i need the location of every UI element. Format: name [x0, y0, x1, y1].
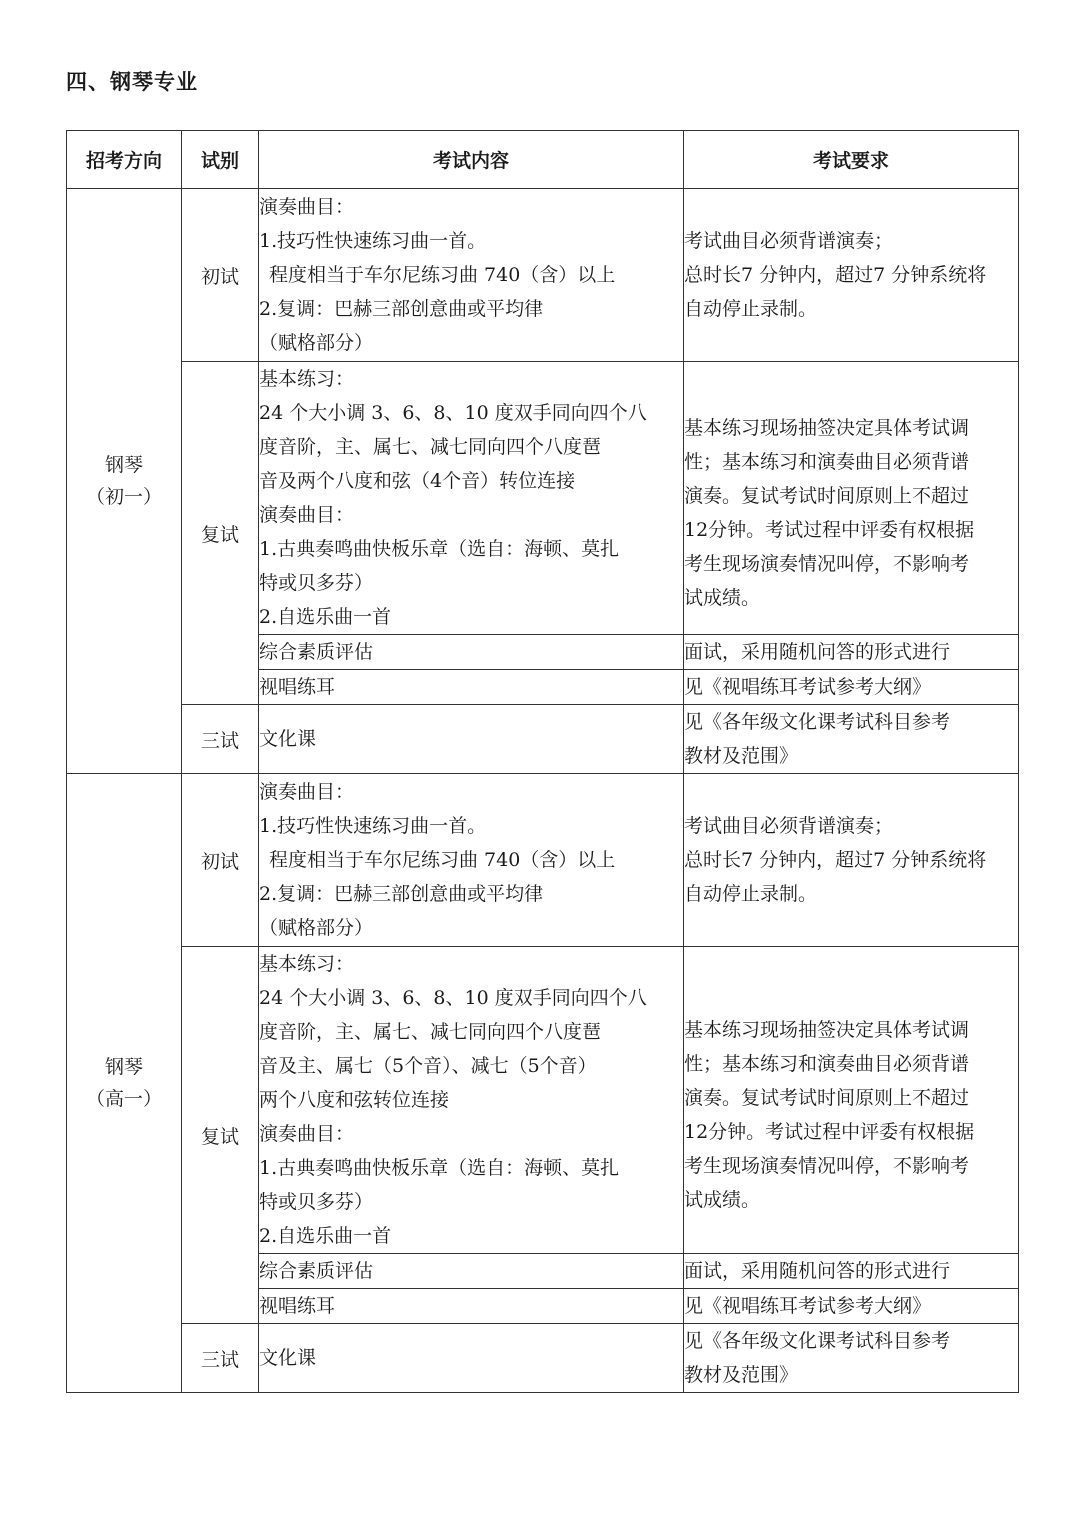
table-row [67, 362, 1019, 635]
table-header-row [67, 131, 1019, 189]
direction-grade: （高一） [85, 1088, 162, 1110]
requirement-cell: 见《视唱练耳考试参考大纲》 [684, 1289, 1019, 1324]
content-cell: 视唱练耳 [259, 670, 684, 705]
content-cell: 视唱练耳 [259, 1289, 684, 1324]
requirement-cell: 见《各年级文化课考试科目参考 教材及范围》 [684, 1324, 1019, 1393]
direction-cell [67, 774, 182, 1393]
requirement-cell: 考试曲目必须背谱演奏； 总时长7 分钟内，超过7 分钟系统将 自动停止录制。 [684, 774, 1019, 947]
stage-cell: 初试 [182, 189, 259, 362]
direction-grade: （初一） [85, 486, 162, 508]
table-row [67, 947, 1019, 1254]
stage-cell: 复试 [182, 362, 259, 705]
stage-cell: 初试 [182, 774, 259, 947]
content-cell: 综合素质评估 [259, 1254, 684, 1289]
direction-name: 钢琴 [104, 1056, 143, 1078]
content-cell: 文化课 [259, 705, 684, 774]
table-row [67, 189, 1019, 362]
stage-cell: 三试 [182, 1324, 259, 1393]
requirement-cell: 面试，采用随机问答的形式进行 [684, 1254, 1019, 1289]
table-row [67, 705, 1019, 774]
table-row [67, 774, 1019, 947]
content-cell: 演奏曲目： 1.技巧性快速练习曲一首。 程度相当于车尔尼练习曲 740（含）以上 2.复调：巴赫三部创意曲或平均律 （赋格部分） [259, 774, 684, 947]
requirement-cell: 基本练习现场抽签决定具体考试调 性；基本练习和演奏曲目必须背谱 演奏。复试考试时间原则上不超过 12分钟。考试过程中评委有权根据 考生现场演奏情况叫停，不影响考 试成绩。 [684, 947, 1019, 1254]
exam-requirements-table [66, 130, 1019, 1393]
content-cell: 基本练习： 24 个大小调 3、6、8、10 度双手同向四个八 度音阶，主、属七、减七同向四个八度琶 音及两个八度和弦（4个音）转位连接 演奏曲目： 1.古典奏鸣曲快板乐章（选自：海顿、莫扎 特或贝多芬） 2.自选乐曲一首 [259, 362, 684, 635]
direction-name: 钢琴 [104, 454, 143, 476]
direction-cell [67, 189, 182, 774]
content-cell: 基本练习： 24 个大小调 3、6、8、10 度双手同向四个八 度音阶，主、属七、减七同向四个八度琶 音及主、属七（5个音）、减七（5个音） 两个八度和弦转位连接 演奏曲目： 1.古典奏鸣曲快板乐章（选自：海顿、莫扎 特或贝多芬） 2.自选乐曲一首 [259, 947, 684, 1254]
requirement-cell: 见《各年级文化课考试科目参考 教材及范围》 [684, 705, 1019, 774]
header-stage: 试别 [182, 131, 259, 189]
header-direction: 招考方向 [67, 131, 182, 189]
requirement-cell: 基本练习现场抽签决定具体考试调 性；基本练习和演奏曲目必须背谱 演奏。复试考试时间原则上不超过 12分钟。考试过程中评委有权根据 考生现场演奏情况叫停，不影响考 试成绩。 [684, 362, 1019, 635]
content-cell: 文化课 [259, 1324, 684, 1393]
section-heading: 四、钢琴专业 [66, 70, 198, 94]
requirement-cell: 考试曲目必须背谱演奏； 总时长7 分钟内，超过7 分钟系统将 自动停止录制。 [684, 189, 1019, 362]
header-content: 考试内容 [259, 131, 684, 189]
stage-cell: 三试 [182, 705, 259, 774]
requirement-cell: 见《视唱练耳考试参考大纲》 [684, 670, 1019, 705]
stage-cell: 复试 [182, 947, 259, 1324]
content-cell: 综合素质评估 [259, 635, 684, 670]
requirement-cell: 面试，采用随机问答的形式进行 [684, 635, 1019, 670]
header-requirements: 考试要求 [684, 131, 1019, 189]
content-cell: 演奏曲目： 1.技巧性快速练习曲一首。 程度相当于车尔尼练习曲 740（含）以上 2.复调：巴赫三部创意曲或平均律 （赋格部分） [259, 189, 684, 362]
table-row [67, 1324, 1019, 1393]
